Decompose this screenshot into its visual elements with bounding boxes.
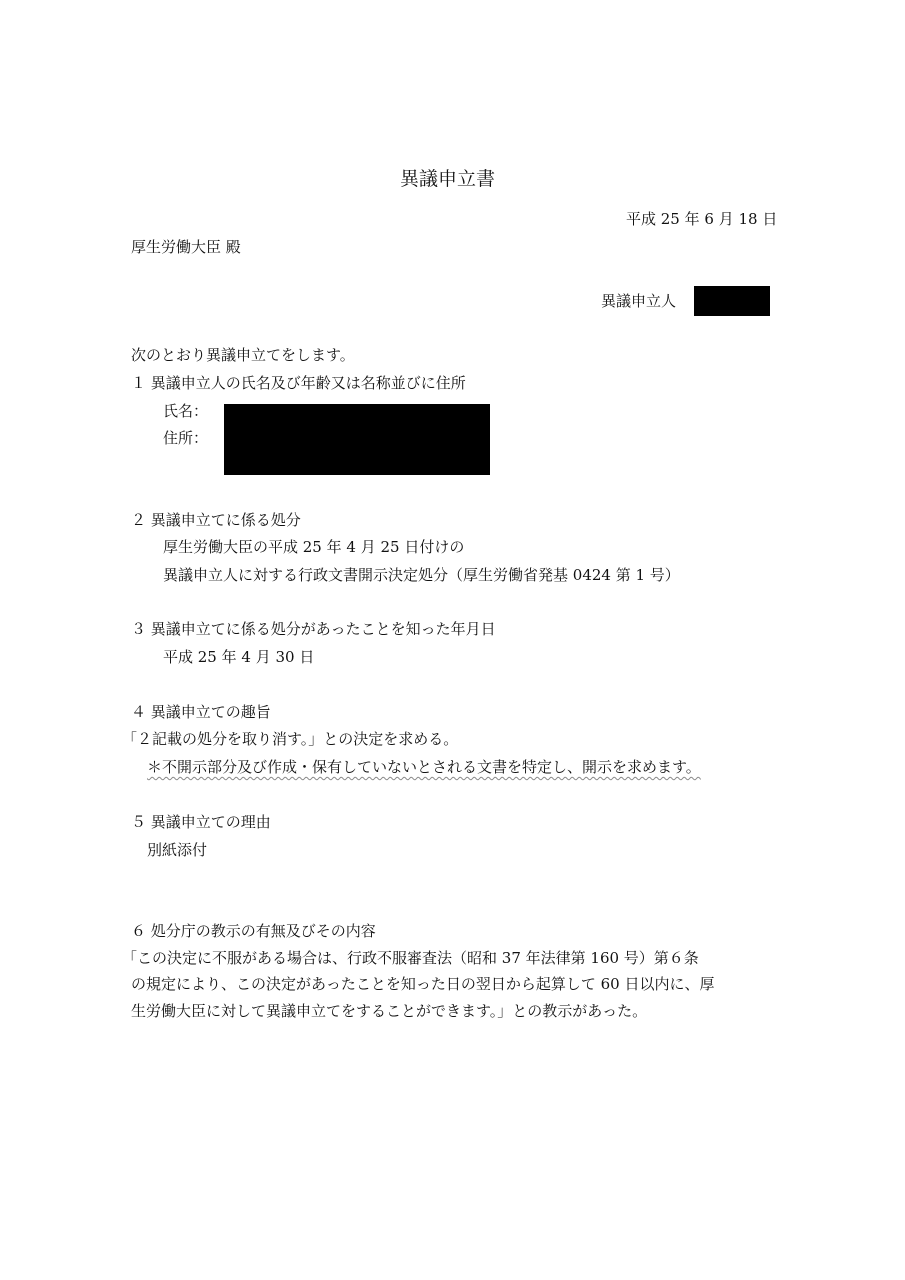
redaction-applicant — [694, 286, 770, 316]
name-label: 氏名： — [163, 402, 209, 420]
section-2-line-1: 厚生労働大臣の平成 25 年 4 月 25 日付けの — [163, 538, 465, 556]
section-6-line-1: 「この決定に不服がある場合は、行政不服審査法（昭和 37 年法律第 160 号）第６条 — [122, 949, 699, 967]
section-4-line-2: ＊不開示部分及び作成・保有していないとされる文書を特定し、開示を求めます。 — [147, 758, 701, 776]
section-2-heading: ２ 異議申立てに係る処分 — [131, 511, 301, 529]
section-4-line-1: 「２記載の処分を取り消す。」との決定を求める。 — [122, 730, 459, 748]
document-date: 平成 25 年 6 月 18 日 — [626, 210, 778, 228]
section-6-line-2: の規定により、この決定があったことを知った日の翌日から起算して 60 日以内に、厚 — [131, 975, 715, 993]
section-3-line-1: 平成 25 年 4 月 30 日 — [163, 648, 315, 666]
section-4-heading: ４ 異議申立ての趣旨 — [131, 703, 271, 721]
section-5-line-1: 別紙添付 — [147, 841, 208, 859]
redaction-name-address — [224, 404, 490, 475]
section-1-heading: １ 異議申立人の氏名及び年齢又は名称並びに住所 — [131, 374, 466, 392]
section-5-heading: ５ 異議申立ての理由 — [131, 813, 271, 831]
section-3-heading: ３ 異議申立てに係る処分があったことを知った年月日 — [131, 620, 496, 638]
intro-text: 次のとおり異議申立てをします。 — [131, 346, 355, 364]
applicant-label: 異議申立人 — [601, 292, 677, 310]
addressee: 厚生労働大臣 殿 — [131, 238, 241, 256]
document-title: 異議申立書 — [400, 168, 496, 190]
section-2-line-2: 異議申立人に対する行政文書開示決定処分（厚生労働省発基 0424 第 1 号） — [163, 566, 680, 584]
section-6-line-3: 生労働大臣に対して異議申立てをすることができます。」との教示があった。 — [131, 1002, 648, 1020]
section-6-heading: ６ 処分庁の教示の有無及びその内容 — [131, 922, 376, 940]
address-label: 住所： — [163, 429, 209, 447]
